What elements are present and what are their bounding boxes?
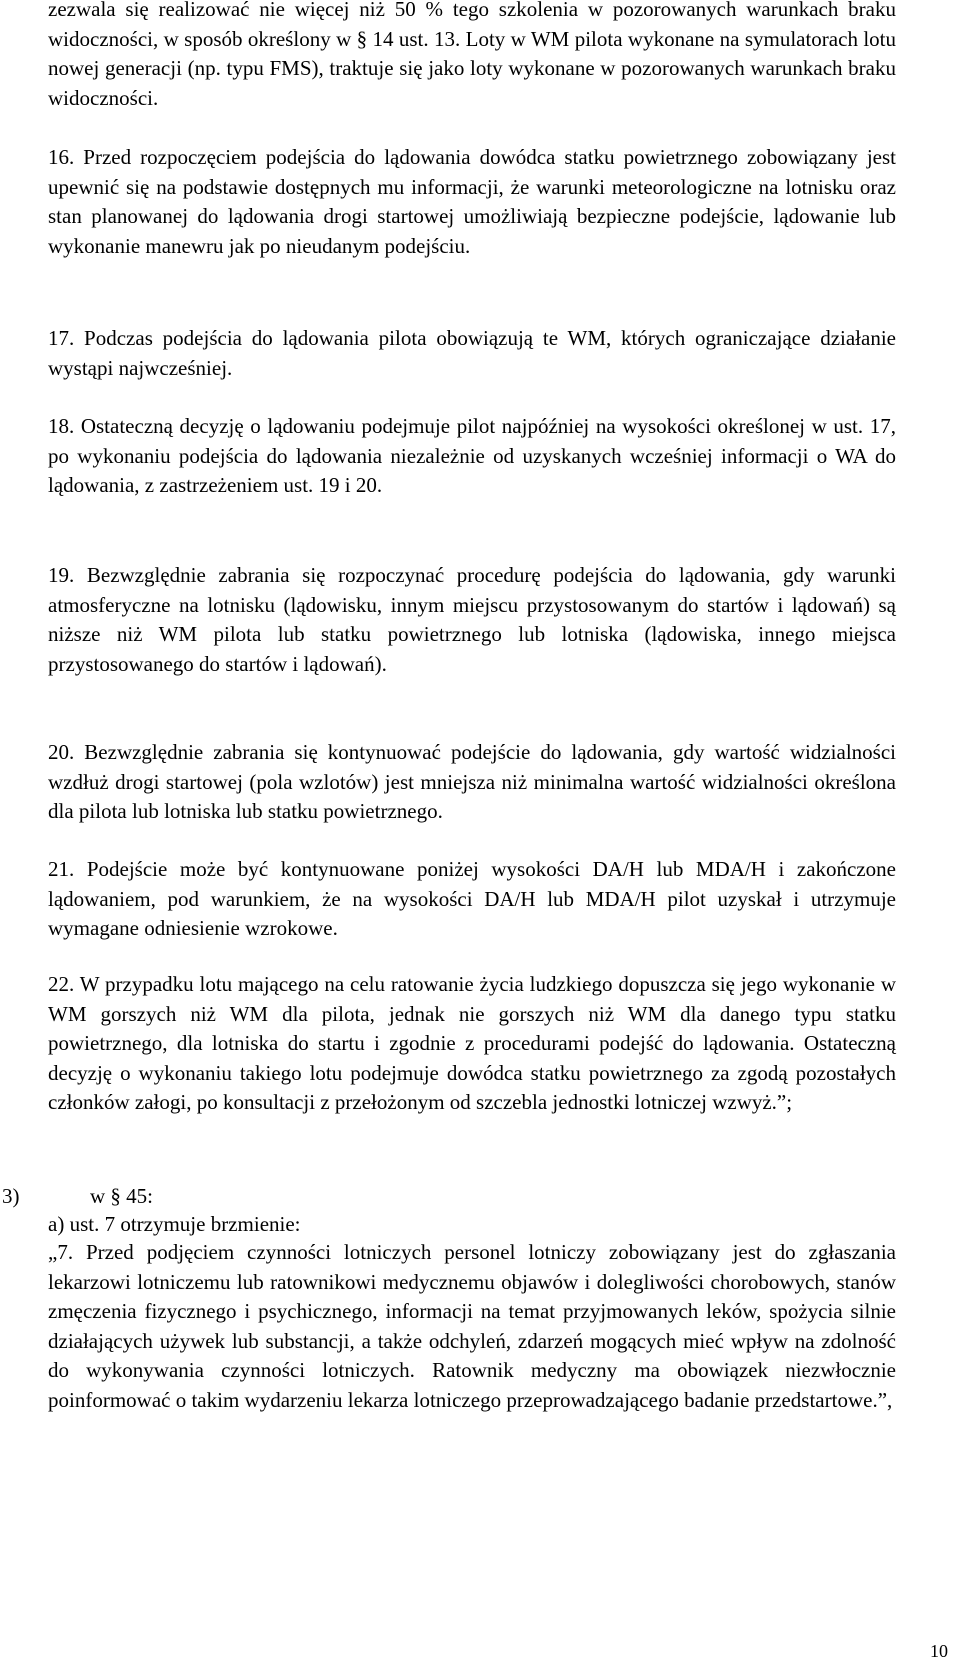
- paragraph-20: 20. Bezwzględnie zabrania się kontynuować podejście do lądowania, gdy wartość widzialności wzdłuż drogi startowej (pola wzlotów) jest mniejsza niż minimalna wartość widzialności określona dla pilota lub lotniska lub statku powietrznego.: [48, 740, 896, 823]
- list-item-heading: w § 45:: [90, 1184, 153, 1208]
- paragraph-22: 22. W przypadku lotu mającego na celu ratowanie życia ludzkiego dopuszcza się jego wykonanie w WM gorszych niż WM dla pilota, jednak nie gorszych niż WM dla danego typu statku powietrznego, dla lotniska do startu i zgodnie z procedurami podejść do lądowania. Ostateczną decyzję o wykonaniu takiego lotu podejmuje dowódca statku powietrznego za zgodą pozostałych członków załogi, po konsultacji z przełożonym od szczebla jednostki lotniczej wzwyż.”;: [48, 972, 896, 1114]
- paragraph-7-quote: „7. Przed podjęciem czynności lotniczych personel lotniczy zobowiązany jest do zgłaszania lekarzowi lotniczemu lub ratownikowi medycznemu objawów i dolegliwości chorobowych, stanów zmęczenia fizycznego i psychicznego, informacji na temat przyjmowanych leków, spożycia silnie działających używek lub substancji, a także odchyleń, zdarzeń mogących mieć wpływ na zdolność do wykonywania czynności lotniczych. Ratownik medyczny ma obowiązek niezwłocznie poinformować o takim wydarzeniu lekarza lotniczego przeprowadzającego badanie przedstartowe.”,: [48, 1240, 896, 1412]
- paragraph-intro: zezwala się realizować nie więcej niż 50 % tego szkolenia w pozorowanych warunkach braku widoczności, w sposób określony w § 14 ust. 13. Loty w WM pilota wykonane na symulatorach lotu nowej generacji (np. typu FMS), traktuje się jako loty wykonane w pozorowanych warunkach braku widoczności.: [48, 0, 896, 110]
- paragraph-21: 21. Podejście może być kontynuowane poniżej wysokości DA/H lub MDA/H i zakończone lądowaniem, pod warunkiem, że na wysokości DA/H lub MDA/H pilot uzyskał i utrzymuje wymagane odniesienie wzrokowe.: [48, 857, 896, 940]
- paragraph-18: 18. Ostateczną decyzję o lądowaniu podejmuje pilot najpóźniej na wysokości określonej w ust. 17, po wykonaniu podejścia do lądowania niezależnie od uzyskanych wcześniej informacji o WA do lądowania, z zastrzeżeniem ust. 19 i 20.: [48, 414, 896, 497]
- paragraph-17: 17. Podczas podejścia do lądowania pilota obowiązują te WM, których ograniczające działanie wystąpi najwcześniej.: [48, 326, 896, 380]
- sub-item-label: a) ust. 7 otrzymuje brzmienie:: [48, 1212, 301, 1236]
- paragraph-19: 19. Bezwzględnie zabrania się rozpoczynać procedurę podejścia do lądowania, gdy warunki atmosferyczne na lotnisku (lądowisku, innym miejscu przystosowanym do startów i lądowań) są niższe niż WM pilota lub statku powietrznego lub lotniska (lądowiska, innego miejsca przystosowanego do startów i lądowań).: [48, 563, 896, 676]
- page-number: 10: [930, 1641, 948, 1661]
- paragraph-16: 16. Przed rozpoczęciem podejścia do lądowania dowódca statku powietrznego zobowiązany jest upewnić się na podstawie dostępnych mu informacji, że warunki meteorologiczne na lotnisku oraz stan planowanej do lądowania drogi startowej umożliwiają bezpieczne podejście, lądowanie lub wykonanie manewru jak po nieudanym podejściu.: [48, 145, 896, 258]
- list-item-number: 3): [2, 1184, 20, 1208]
